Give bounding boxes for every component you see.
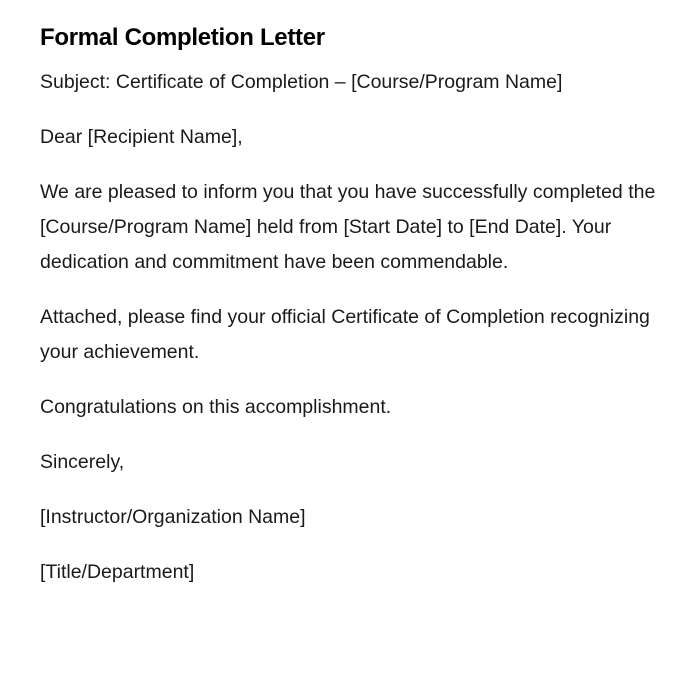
subject-line: Subject: Certificate of Completion – [Course/Program Name] <box>40 71 563 93</box>
salutation: Dear [Recipient Name], <box>40 126 243 148</box>
body-paragraph: We are pleased to inform you that you have successfully completed the [Course/Program Name] held from [Start Date] to [End Date]. Your dedication and commitment have been commendable. <box>40 181 656 273</box>
signature-name: [Instructor/Organization Name] <box>40 506 306 528</box>
letter-title: Formal Completion Letter <box>40 24 325 51</box>
signature-title: [Title/Department] <box>40 561 195 583</box>
closing: Sincerely, <box>40 451 125 473</box>
body-paragraph: Congratulations on this accomplishment. <box>40 396 392 418</box>
body-paragraph: Attached, please find your official Certificate of Completion recognizing your achievement. <box>40 306 650 363</box>
